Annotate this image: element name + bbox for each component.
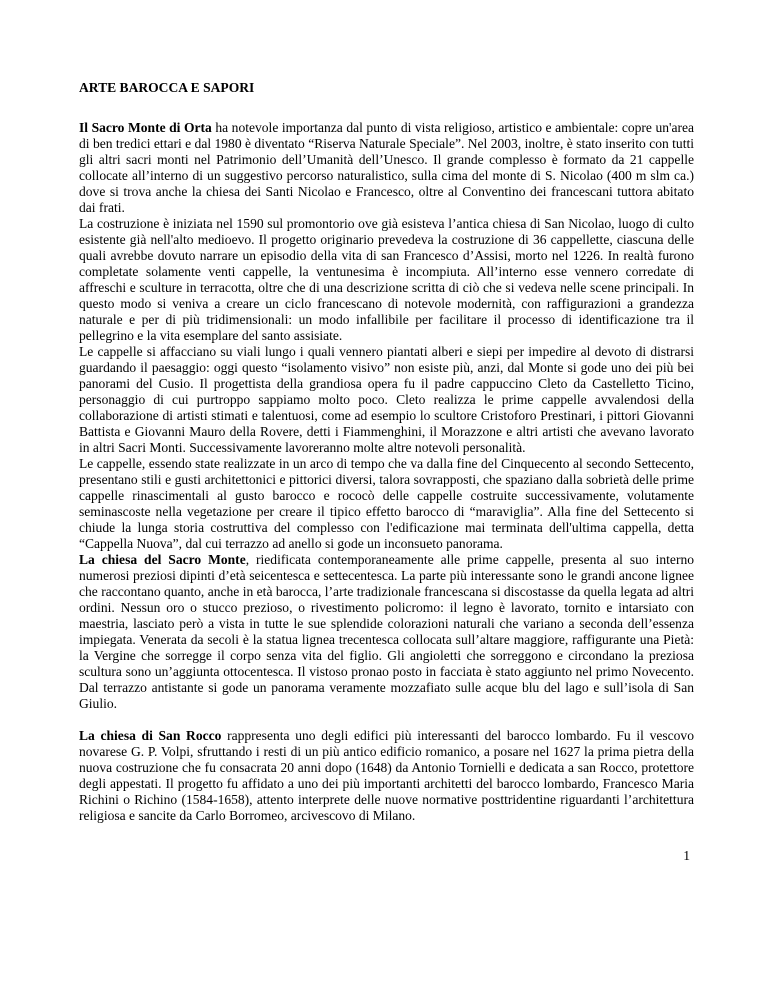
paragraph-text: rappresenta uno degli edifici più interessanti del barocco lombardo. Fu il vescovo novarese G. P. Volpi, sfruttando i resti di un più antico edificio romanico, a posare nel 1627 la prima pietra della nuova costruzione che fu consacrata 20 anni dopo (1648) da Antonio Tornielli e dedicata a san Rocco, protettore degli appestati. Il progetto fu affidato a uno dei più importanti architetti del barocco lombardo, Francesco Maria Richini o Richino (1584-1658), attento interprete delle nuove normative posttridentine riguardanti l’architettura religiosa e sancite da Carlo Borromeo, arcivescovo di Milano. xyxy=(79,728,694,823)
paragraph-sacro-monte xyxy=(79,120,694,216)
paragraph-san-rocco xyxy=(79,728,694,824)
document-page xyxy=(79,80,694,824)
paragraph-lead-bold: La chiesa del Sacro Monte xyxy=(79,552,246,567)
paragraph-stili: Le cappelle, essendo state realizzate in un arco di tempo che va dalla fine del Cinquecento al secondo Settecento, presentano stili e gusti architettonici e pittorici diversi, talora sovrapposti, che spaziano dalla sobrietà delle prime cappelle rinascimentali al gusto barocco e rococò delle cappelle costruite successivamente, volutamente seminascoste nella vegetazione per creare il tipico effetto barocco di “maraviglia”. Alla fine del Settecento si chiude la lunga storia costruttiva del complesso con l'edificazione mai terminata dell'ultima cappella, detta “Cappella Nuova”, dal cui terrazzo ad anello si gode un inconsueto panorama. xyxy=(79,456,694,551)
paragraph-lead-bold: La chiesa di San Rocco xyxy=(79,728,222,743)
paragraph-costruzione: La costruzione è iniziata nel 1590 sul promontorio ove già esisteva l’antica chiesa di San Nicolao, luogo di culto esistente già nell'alto medioevo. Il progetto originario prevedeva la costruzione di 36 cappellette, ciascuna delle quali avrebbe dovuto narrare un episodio della vita di san Francesco d’Assisi, morto nel 1226. In realtà furono completate solamente venti cappelle, la ventunesima è incompiuta. All’interno esse vennero corredate di affreschi e sculture in terracotta, oltre che di una descrizione scritta di ciò che si vedeva nelle scene principali. In questo modo si veniva a creare un ciclo francescano di notevole modernità, con raffigurazioni a grandezza naturale e per di più tridimensionali: un modo infallibile per facilitare il processo di identificazione tra il pellegrino e la vita esemplare del santo assisiate. xyxy=(79,216,694,343)
page-number: 1 xyxy=(683,848,690,863)
paragraph-viali: Le cappelle si affacciano su viali lungo i quali vennero piantati alberi e siepi per impedire al devoto di distrarsi guardando il paesaggio: oggi questo “isolamento visivo” non esiste più, anzi, dal Monte si gode uno dei più bei panorami del Cusio. Il progettista della grandiosa opera fu il padre cappuccino Cleto da Castelletto Ticino, personaggio di cui purtroppo sappiamo molto poco. Cleto realizza le prime cappelle avvalendosi della collaborazione di artisti stimati e talentuosi, come ad esempio lo scultore Cristoforo Prestinari, i pittori Giovanni Battista e Giovanni Mauro della Rovere, detti i Fiammenghini, il Morazzone e altri artisti che avevano lavorato in altri Sacri Monti. Successivamente lavoreranno molte altre notevoli personalità. xyxy=(79,344,694,455)
document-title: ARTE BAROCCA E SAPORI xyxy=(79,80,255,95)
paragraph-lead-bold: Il Sacro Monte di Orta xyxy=(79,120,212,135)
paragraph-text: , riedificata contemporaneamente alle prime cappelle, presenta al suo interno numerosi preziosi dipinti d’età seicentesca e settecentesca. La parte più interessante sono le grandi ancone lignee che raccontano quanto, anche in età barocca, l’arte tradizionale francescana si discostasse da quella legata ad altri ordini. Nessun oro o stucco prezioso, o rivestimento policromo: il legno è lavorato, tornito e intarsiato con maestria, lasciato però a vista in tutte le sue splendide colorazioni naturali che variano a seconda dell’essenza impiegata. Venerata da secoli è la statua lignea trecentesca collocata sull’altare maggiore, raffigurante una Pietà: la Vergine che sorregge il corpo senza vita del figlio. Gli angioletti che sorreggono e circondano la preziosa scultura sono un’aggiunta ottocentesca. Il vistoso pronao posto in facciata è stato aggiunto nel primo Novecento. Dal terrazzo antistante si gode un panorama veramente mozzafiato sulle acque blu del lago e sull’isola di San Giulio. xyxy=(79,552,694,711)
paragraph-chiesa-sacro-monte xyxy=(79,552,694,712)
paragraph-text: ha notevole importanza dal punto di vista religioso, artistico e ambientale: copre un'area di ben tredici ettari e dal 1980 è diventato “Riserva Naturale Speciale”. Nel 2003, inoltre, è stato inserito con tutti gli altri sacri monti nel Patrimonio dell’Umanità dell’Unesco. Il grande complesso è formato da 21 cappelle collocate all’interno di un suggestivo percorso naturalistico, sulla cima del monte di S. Nicolao (400 m slm ca.) dove si trova anche la chiesa dei Santi Nicolao e Francesco, oltre al Conventino dei francescani tuttora abitato dai frati. xyxy=(79,120,694,215)
